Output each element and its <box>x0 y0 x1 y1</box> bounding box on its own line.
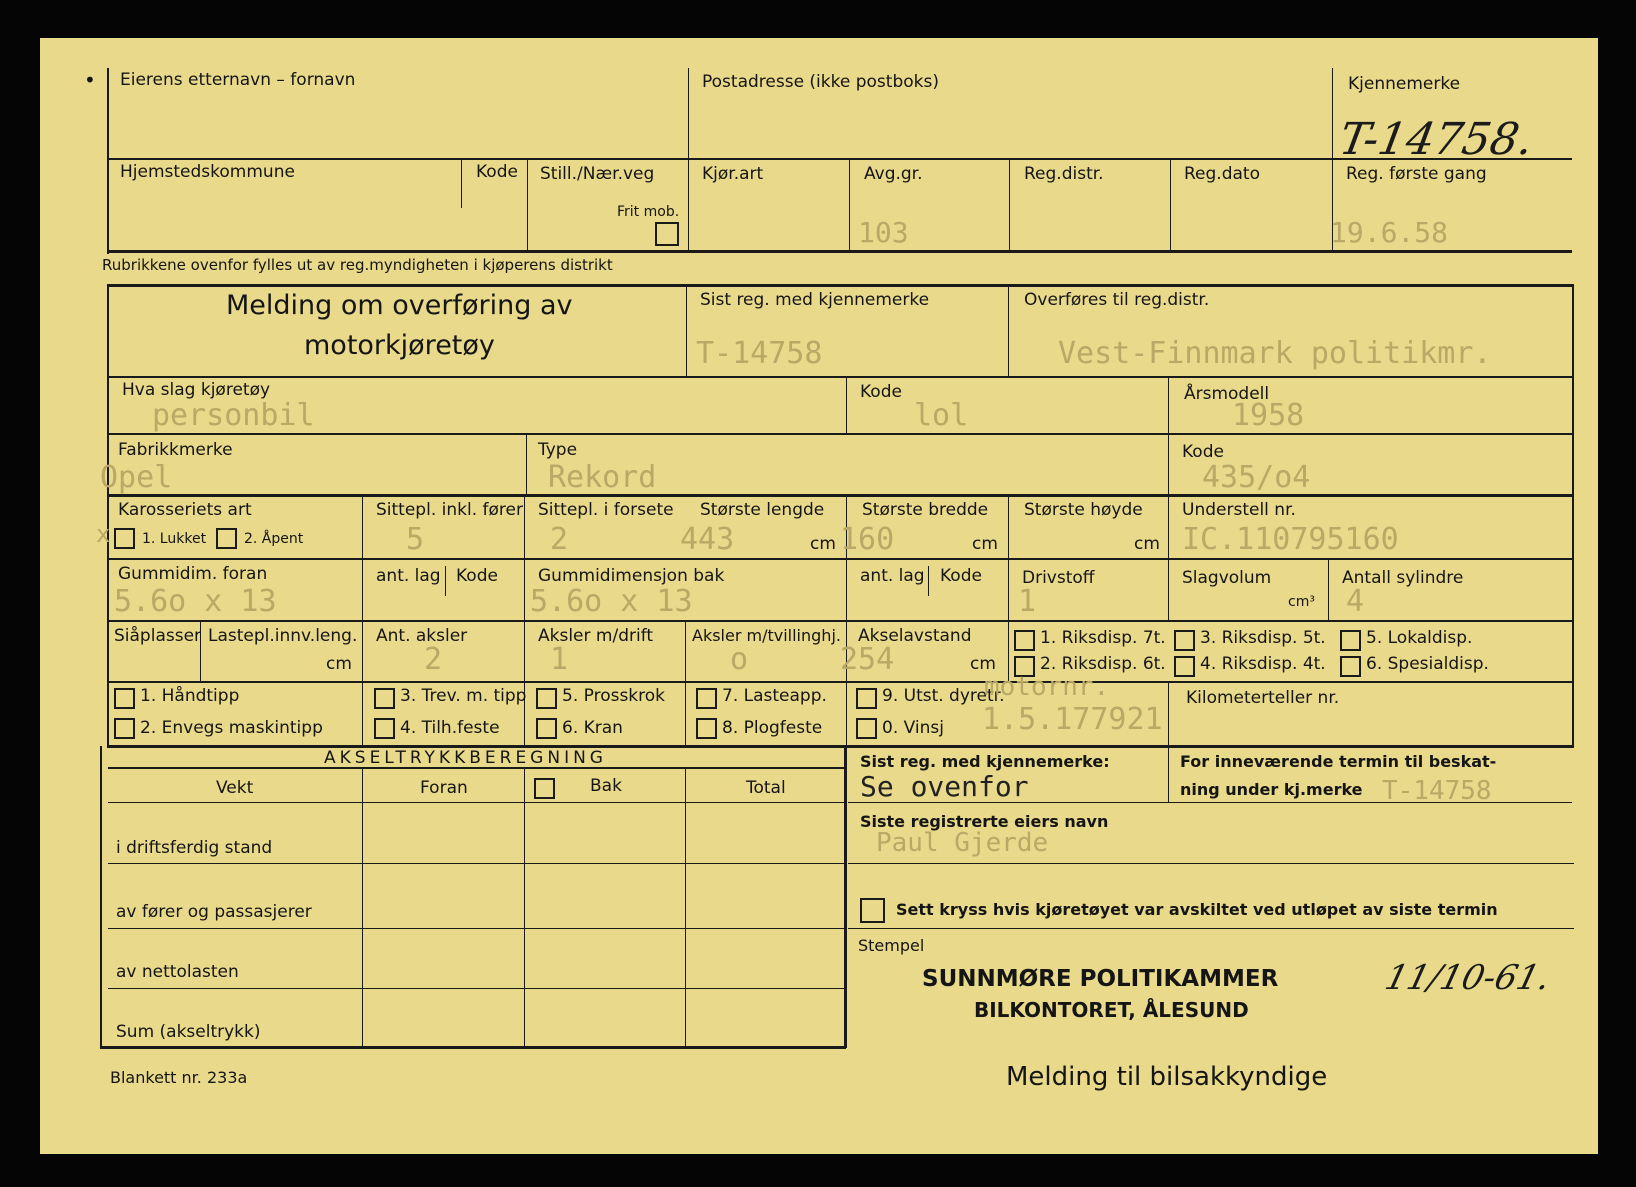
axle-header-rear: Bak <box>590 776 622 796</box>
rule <box>524 496 525 558</box>
rule <box>1168 560 1169 620</box>
rule <box>108 681 1574 683</box>
rule <box>1572 284 1574 748</box>
utst-dyretr-checkbox[interactable] <box>856 688 877 709</box>
header-note: Rubrikkene ovenfor fylles ut av reg.myndigheten i kjøperens distrikt <box>102 256 613 274</box>
type-code-label: Kode <box>1182 442 1224 462</box>
handtipp-checkbox[interactable] <box>114 688 135 709</box>
tax-value: T-14758 <box>1382 776 1492 806</box>
rule <box>108 558 1574 560</box>
axles-label: Ant. aksler <box>376 626 468 646</box>
rule <box>362 683 363 745</box>
owner-name-label: Eierens etternavn – fornavn <box>120 70 356 90</box>
deregistered-label: Sett kryss hvis kjøretøyet var avskiltet ved utløpet av siste termin <box>896 900 1498 919</box>
rule <box>524 560 525 620</box>
lokaldisp-checkbox[interactable] <box>1340 630 1361 651</box>
lasteapp-checkbox[interactable] <box>696 688 717 709</box>
rule <box>108 376 1574 378</box>
footer-title: Melding til bilsakkyndige <box>1006 1062 1328 1092</box>
rule <box>848 863 1574 864</box>
kran-checkbox[interactable] <box>536 718 557 739</box>
layer-count-label-rear: ant. lag <box>860 566 925 586</box>
rule <box>1168 748 1169 803</box>
wheelbase-unit: cm <box>970 654 996 674</box>
front-seats-label: Sittepl. i forsete <box>538 500 674 520</box>
body-open-label: 2. Åpent <box>244 531 304 547</box>
first-reg-label: Reg. første gang <box>1346 164 1487 184</box>
fuel-label: Drivstoff <box>1022 568 1095 588</box>
axle-rear-checkbox[interactable] <box>534 778 555 799</box>
rule <box>108 863 844 864</box>
last-reg-label: Sist reg. med kjennemerke <box>700 290 930 310</box>
twin-axles-label: Aksler m/tvillinghj. <box>692 626 841 645</box>
rule <box>1008 560 1009 620</box>
rule <box>1168 683 1169 745</box>
lasteapp-label: 7. Lasteapp. <box>722 686 827 706</box>
tax-label-1: For inneværende termin til beskat- <box>1180 752 1497 771</box>
engine-value: 1.5.177921 <box>982 702 1163 737</box>
body-closed-label: 1. Lukket <box>142 531 207 547</box>
reg-mark-handwritten: T-14758. <box>1335 114 1537 165</box>
body-open-checkbox[interactable] <box>216 528 237 549</box>
kind-code-label: Kode <box>860 382 902 402</box>
tax-label-2: ning under kj.merke <box>1180 780 1363 799</box>
home-municipality-label: Hjemstedskommune <box>120 162 295 182</box>
riksdisp-5t-label: 3. Riksdisp. 5t. <box>1200 628 1326 648</box>
height-label: Største høyde <box>1024 500 1143 520</box>
riksdisp-7t-label: 1. Riksdisp. 7t. <box>1040 628 1166 648</box>
rule <box>688 68 689 252</box>
riksdisp-7t-checkbox[interactable] <box>1014 630 1035 651</box>
prosskrok-label: 5. Prosskrok <box>562 686 666 706</box>
tire-front-label: Gummidim. foran <box>118 564 268 584</box>
stamp-label: Stempel <box>858 936 925 955</box>
rule <box>108 620 1574 622</box>
riksdisp-4t-label: 4. Riksdisp. 4t. <box>1200 654 1326 674</box>
prosskrok-checkbox[interactable] <box>536 688 557 709</box>
last-reg-label-bottom: Sist reg. med kjennemerke: <box>860 752 1110 771</box>
tire-rear-label: Gummidimensjon bak <box>538 566 725 586</box>
vehicle-kind-label: Hva slag kjøretøy <box>122 380 271 400</box>
type-value: Rekord <box>548 460 657 495</box>
form-title-line2: motorkjøretøy <box>304 330 495 361</box>
seat-places-label: Siåplasser <box>114 626 202 646</box>
last-owner-label: Siste registrerte eiers navn <box>860 812 1109 831</box>
axle-row-label: Sum (akseltrykk) <box>116 1022 261 1042</box>
type-label: Type <box>538 440 578 460</box>
axle-header-weight: Vekt <box>216 778 254 798</box>
deregistered-checkbox[interactable] <box>860 898 885 923</box>
odometer-label: Kilometerteller nr. <box>1186 688 1340 708</box>
make-label: Fabrikkmerke <box>118 440 233 460</box>
spesialdisp-checkbox[interactable] <box>1340 656 1361 677</box>
rule <box>686 286 687 376</box>
form-number: Blankett nr. 233a <box>110 1068 248 1087</box>
trev-tipp-checkbox[interactable] <box>374 688 395 709</box>
vinsj-label: 0. Vinsj <box>882 718 944 738</box>
riksdisp-5t-checkbox[interactable] <box>1174 630 1195 651</box>
utst-dyretr-label: 9. Utst. dyretr. <box>882 686 1005 706</box>
twin-axles-value: o <box>730 642 749 677</box>
rule <box>108 284 1574 287</box>
cylinders-label: Antall sylindre <box>1342 568 1464 588</box>
make-value: Opel <box>100 460 173 495</box>
width-unit: cm <box>972 534 998 554</box>
stamp-line2: BILKONTORET, ÅLESUND <box>974 998 1249 1022</box>
lokaldisp-label: 5. Lokaldisp. <box>1366 628 1473 648</box>
vehicle-kind-value: personbil <box>152 398 315 433</box>
body-mark: x <box>96 520 111 548</box>
rule <box>1168 378 1169 496</box>
tilh-feste-checkbox[interactable] <box>374 718 395 739</box>
rule <box>846 378 847 434</box>
position-label: Still./Nær.veg <box>540 164 655 184</box>
driven-axles-value: 1 <box>550 642 569 677</box>
form-title-line1: Melding om overføring av <box>226 290 573 321</box>
reg-date-label: Reg.dato <box>1184 164 1260 184</box>
wheelbase-value: 254 <box>840 642 895 677</box>
displacement-unit: cm³ <box>1288 594 1315 610</box>
axle-header-total: Total <box>746 778 786 798</box>
tax-group-value: 103 <box>858 216 909 249</box>
plogfeste-checkbox[interactable] <box>696 718 717 739</box>
rule <box>849 160 850 252</box>
seats-value: 5 <box>406 522 425 557</box>
rule <box>108 988 844 989</box>
length-value: 443 <box>680 522 735 557</box>
tax-group-label: Avg.gr. <box>864 164 923 184</box>
reg-mark-label: Kjennemerke <box>1348 74 1461 94</box>
body-closed-checkbox[interactable] <box>114 528 135 549</box>
axle-row-label: i driftsferdig stand <box>116 838 273 858</box>
width-label: Største bredde <box>862 500 989 520</box>
height-unit: cm <box>1134 534 1160 554</box>
rule <box>107 284 109 748</box>
width-value: 160 <box>840 522 895 557</box>
envegs-label: 2. Envegs maskintipp <box>140 718 323 738</box>
transferred-to-label: Overføres til reg.distr. <box>1024 290 1210 310</box>
riksdisp-4t-checkbox[interactable] <box>1174 656 1195 677</box>
rule <box>685 769 686 1046</box>
length-unit: cm <box>810 534 836 554</box>
envegs-checkbox[interactable] <box>114 718 135 739</box>
code-label: Kode <box>476 162 518 182</box>
transferred-to-value: Vest-Finnmark politikmr. <box>1058 336 1492 371</box>
rule <box>461 160 462 208</box>
rule <box>108 802 844 803</box>
rule <box>107 68 109 254</box>
riksdisp-6t-label: 2. Riksdisp. 6t. <box>1040 654 1166 674</box>
displacement-label: Slagvolum <box>1182 568 1272 588</box>
last-reg-value-bottom: Se ovenfor <box>860 770 1029 803</box>
free-mob-label: Frit mob. <box>617 204 680 220</box>
seats-label: Sittepl. inkl. fører <box>376 500 523 520</box>
rule <box>685 622 686 682</box>
trev-tipp-label: 3. Trev. m. tipp <box>400 686 527 706</box>
handtipp-label: 1. Håndtipp <box>140 686 240 706</box>
handwritten-date: 11/10-61. <box>1381 958 1555 998</box>
cargo-len-unit: cm <box>326 654 352 674</box>
axles-value: 2 <box>424 642 443 677</box>
tire-rear-value: 5.6o x 13 <box>530 584 693 619</box>
axle-row-label: av fører og passasjerer <box>116 902 312 922</box>
postal-address-label: Postadresse (ikke postboks) <box>702 72 939 92</box>
rule <box>1170 160 1171 252</box>
rule <box>108 250 1572 253</box>
last-owner-value: Paul Gjerde <box>876 828 1049 858</box>
free-mob-checkbox[interactable] <box>655 222 679 246</box>
axle-table-title: AKSELTRYKKBEREGNING <box>324 748 607 768</box>
rule <box>108 928 844 929</box>
rule <box>100 746 102 1048</box>
rule <box>526 435 527 495</box>
rule <box>1008 496 1009 558</box>
kran-label: 6. Kran <box>562 718 623 738</box>
first-reg-value: 19.6.58 <box>1330 216 1449 249</box>
dash-mark: • <box>84 68 96 92</box>
engine-label: motornr. <box>984 672 1110 702</box>
stamp-line1: SUNNMØRE POLITIKAMMER <box>922 966 1279 992</box>
tilh-feste-label: 4. Tilh.feste <box>400 718 500 738</box>
drive-type-label: Kjør.art <box>702 164 764 184</box>
rule <box>1009 160 1010 252</box>
front-seats-value: 2 <box>550 522 569 557</box>
fuel-value: 1 <box>1018 584 1037 619</box>
chassis-value: IC.110795160 <box>1182 522 1399 557</box>
tire-code-label-rear: Kode <box>940 566 982 586</box>
rule <box>362 769 363 1046</box>
rule <box>445 566 446 596</box>
rule <box>846 683 847 745</box>
rule <box>685 683 686 745</box>
model-year-value: 1958 <box>1232 398 1305 433</box>
rule <box>100 1046 846 1049</box>
rule <box>108 494 1574 497</box>
cargo-len-label: Lastepl.innv.leng. <box>208 626 358 646</box>
cylinders-value: 4 <box>1346 584 1365 619</box>
tire-code-label: Kode <box>456 566 498 586</box>
last-reg-value: T-14758 <box>696 336 823 371</box>
rule <box>362 496 363 558</box>
wheelbase-label: Akselavstand <box>858 626 972 646</box>
type-code-value: 435/o4 <box>1202 460 1311 495</box>
reg-district-label: Reg.distr. <box>1024 164 1104 184</box>
layer-count-label: ant. lag <box>376 566 441 586</box>
rule <box>844 746 847 1048</box>
driven-axles-label: Aksler m/drift <box>538 626 654 646</box>
axle-row-label: av nettolasten <box>116 962 239 982</box>
rule <box>928 566 929 596</box>
plogfeste-label: 8. Plogfeste <box>722 718 823 738</box>
rule <box>1328 560 1329 620</box>
body-label: Karosseriets art <box>118 500 252 520</box>
rule <box>362 560 363 620</box>
rule <box>848 928 1574 929</box>
rule <box>846 560 847 620</box>
length-label: Største lengde <box>700 500 825 520</box>
rule <box>1008 286 1009 376</box>
rule <box>108 433 1574 435</box>
kind-code-value: lol <box>914 398 969 433</box>
rule <box>362 622 363 682</box>
rule <box>1168 496 1169 558</box>
model-year-label: Årsmodell <box>1184 384 1270 404</box>
chassis-label: Understell nr. <box>1182 500 1296 520</box>
registration-form-card <box>40 38 1598 1154</box>
rule <box>527 160 528 252</box>
axle-header-front: Foran <box>420 778 468 798</box>
vinsj-checkbox[interactable] <box>856 718 877 739</box>
spesialdisp-label: 6. Spesialdisp. <box>1366 654 1489 674</box>
rule <box>524 769 525 1046</box>
rule <box>524 622 525 682</box>
tire-front-value: 5.6o x 13 <box>114 584 277 619</box>
